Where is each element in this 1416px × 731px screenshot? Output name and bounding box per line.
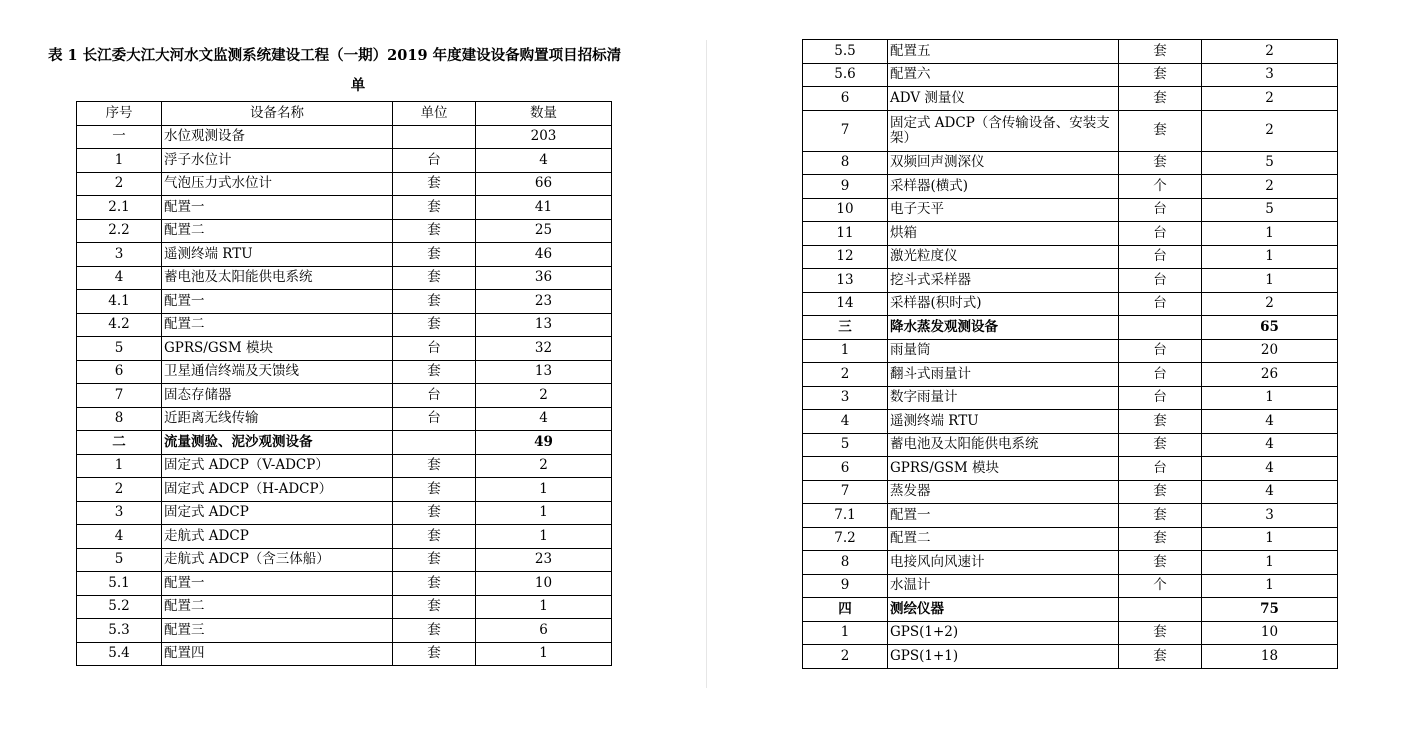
- cell-name: 蓄电池及太阳能供电系统: [888, 433, 1119, 457]
- cell-no: 5.4: [77, 642, 162, 666]
- cell-qty: 36: [476, 266, 612, 290]
- cell-qty: 4: [476, 149, 612, 173]
- cell-no: 1: [803, 621, 888, 645]
- cell-qty: 4: [1202, 457, 1338, 481]
- cell-no: 一: [77, 125, 162, 149]
- equipment-table-left: [76, 101, 612, 666]
- cell-qty: 1: [1202, 551, 1338, 575]
- cell-unit: 套: [393, 313, 476, 337]
- table-row: [77, 243, 612, 267]
- cell-name: 数字雨量计: [888, 386, 1119, 410]
- cell-qty: 2: [1202, 40, 1338, 64]
- cell-name: 卫星通信终端及天馈线: [162, 360, 393, 384]
- cell-qty: 1: [1202, 222, 1338, 246]
- cell-no: 2: [803, 363, 888, 387]
- cell-name: 烘箱: [888, 222, 1119, 246]
- cell-unit: 套: [393, 572, 476, 596]
- cell-unit: 套: [1119, 110, 1202, 151]
- cell-unit: 个: [1119, 175, 1202, 199]
- cell-no: 4: [77, 525, 162, 549]
- cell-no: 4.1: [77, 290, 162, 314]
- cell-name: 走航式 ADCP（含三体船）: [162, 548, 393, 572]
- table-row: [77, 525, 612, 549]
- cell-qty: 5: [1202, 151, 1338, 175]
- cell-no: 1: [77, 149, 162, 173]
- cell-name: 挖斗式采样器: [888, 269, 1119, 293]
- cell-no: 四: [803, 598, 888, 622]
- table-row: [77, 572, 612, 596]
- cell-no: 1: [77, 454, 162, 478]
- header-no: 序号: [77, 102, 162, 126]
- cell-name: 双频回声测深仪: [888, 151, 1119, 175]
- cell-unit: 台: [1119, 292, 1202, 316]
- cell-unit: 台: [1119, 245, 1202, 269]
- header-unit: 单位: [393, 102, 476, 126]
- cell-name: 蒸发器: [888, 480, 1119, 504]
- table-row: [803, 339, 1338, 363]
- cell-no: 8: [803, 151, 888, 175]
- cell-unit: 台: [393, 337, 476, 361]
- cell-no: 4.2: [77, 313, 162, 337]
- title-line-2: 单: [350, 77, 366, 94]
- cell-no: 4: [803, 410, 888, 434]
- cell-name: 配置一: [162, 196, 393, 220]
- cell-name: 固态存储器: [162, 384, 393, 408]
- cell-no: 2.1: [77, 196, 162, 220]
- cell-name: 气泡压力式水位计: [162, 172, 393, 196]
- cell-unit: 套: [393, 619, 476, 643]
- cell-no: 7: [803, 480, 888, 504]
- cell-name: 激光粒度仪: [888, 245, 1119, 269]
- cell-name: 配置二: [162, 219, 393, 243]
- cell-no: 3: [77, 243, 162, 267]
- table-row: [803, 245, 1338, 269]
- cell-no: 5.2: [77, 595, 162, 619]
- table-row: [803, 457, 1338, 481]
- table-row: [803, 175, 1338, 199]
- cell-no: 5.6: [803, 63, 888, 87]
- cell-no: 3: [803, 386, 888, 410]
- cell-name: 固定式 ADCP: [162, 501, 393, 525]
- cell-no: 5.5: [803, 40, 888, 64]
- table-row: [77, 337, 612, 361]
- cell-no: 3: [77, 501, 162, 525]
- cell-qty: 4: [1202, 480, 1338, 504]
- cell-name: 配置二: [162, 595, 393, 619]
- table-row: [77, 431, 612, 455]
- cell-name: 降水蒸发观测设备: [888, 316, 1119, 340]
- cell-qty: 13: [476, 360, 612, 384]
- cell-unit: 台: [1119, 386, 1202, 410]
- cell-name: GPRS/GSM 模块: [162, 337, 393, 361]
- table-row: [803, 551, 1338, 575]
- header-name: 设备名称: [162, 102, 393, 126]
- cell-name: 蓄电池及太阳能供电系统: [162, 266, 393, 290]
- cell-no: 二: [77, 431, 162, 455]
- cell-no: 7.1: [803, 504, 888, 528]
- cell-qty: 2: [1202, 175, 1338, 199]
- cell-qty: 10: [1202, 621, 1338, 645]
- cell-name: 流量测验、泥沙观测设备: [162, 431, 393, 455]
- table-row: [77, 290, 612, 314]
- cell-qty: 20: [1202, 339, 1338, 363]
- table-row: [803, 316, 1338, 340]
- cell-name: 水位观测设备: [162, 125, 393, 149]
- title-line-1: 表 1 长江委大江大河水文监测系统建设工程（一期）2019 年度建设设备购置项目招标清: [48, 47, 622, 64]
- cell-no: 7: [77, 384, 162, 408]
- cell-no: 5.3: [77, 619, 162, 643]
- cell-qty: 4: [476, 407, 612, 431]
- table-row: [803, 598, 1338, 622]
- cell-qty: 3: [1202, 504, 1338, 528]
- table-row: [803, 198, 1338, 222]
- cell-qty: 1: [1202, 386, 1338, 410]
- table-row: [803, 363, 1338, 387]
- cell-unit: 台: [1119, 198, 1202, 222]
- cell-name: GPS(1+1): [888, 645, 1119, 669]
- cell-qty: 10: [476, 572, 612, 596]
- table-row: [803, 574, 1338, 598]
- cell-no: 2: [803, 645, 888, 669]
- cell-qty: 23: [476, 548, 612, 572]
- cell-qty: 23: [476, 290, 612, 314]
- table-row: [77, 595, 612, 619]
- cell-name: GPRS/GSM 模块: [888, 457, 1119, 481]
- table-row: [803, 40, 1338, 64]
- cell-unit: 套: [393, 290, 476, 314]
- cell-no: 2: [77, 478, 162, 502]
- cell-unit: [393, 431, 476, 455]
- cell-no: 2: [77, 172, 162, 196]
- equipment-table-right: [802, 39, 1338, 669]
- cell-unit: 套: [1119, 40, 1202, 64]
- cell-unit: 套: [1119, 151, 1202, 175]
- cell-unit: [393, 125, 476, 149]
- cell-name: 采样器(积时式): [888, 292, 1119, 316]
- cell-unit: 套: [1119, 410, 1202, 434]
- cell-qty: 26: [1202, 363, 1338, 387]
- cell-qty: 6: [476, 619, 612, 643]
- cell-qty: 75: [1202, 598, 1338, 622]
- table-row: [803, 645, 1338, 669]
- page-divider: [706, 40, 707, 688]
- cell-qty: 1: [1202, 527, 1338, 551]
- cell-no: 6: [803, 457, 888, 481]
- cell-no: 12: [803, 245, 888, 269]
- cell-name: 固定式 ADCP（H-ADCP）: [162, 478, 393, 502]
- cell-unit: 套: [1119, 480, 1202, 504]
- table-row: [803, 480, 1338, 504]
- cell-unit: 套: [1119, 63, 1202, 87]
- cell-unit: 台: [1119, 339, 1202, 363]
- cell-name: 翻斗式雨量计: [888, 363, 1119, 387]
- cell-no: 8: [77, 407, 162, 431]
- cell-no: 6: [803, 87, 888, 111]
- header-qty: 数量: [476, 102, 612, 126]
- cell-unit: 套: [1119, 645, 1202, 669]
- cell-qty: 5: [1202, 198, 1338, 222]
- cell-no: 5: [77, 548, 162, 572]
- cell-qty: 13: [476, 313, 612, 337]
- cell-name: 配置一: [888, 504, 1119, 528]
- cell-unit: 台: [1119, 457, 1202, 481]
- cell-no: 9: [803, 574, 888, 598]
- table-row: [803, 621, 1338, 645]
- table-row: [77, 384, 612, 408]
- table-row: [803, 63, 1338, 87]
- cell-unit: 套: [1119, 621, 1202, 645]
- document-title: [48, 41, 668, 101]
- cell-qty: 1: [476, 642, 612, 666]
- cell-qty: 2: [476, 454, 612, 478]
- cell-name: 水温计: [888, 574, 1119, 598]
- table-row: [77, 313, 612, 337]
- table-row: [77, 619, 612, 643]
- cell-unit: 套: [1119, 551, 1202, 575]
- cell-name: 浮子水位计: [162, 149, 393, 173]
- cell-unit: 套: [393, 548, 476, 572]
- cell-no: 13: [803, 269, 888, 293]
- cell-unit: 套: [1119, 433, 1202, 457]
- table-row: [77, 501, 612, 525]
- cell-qty: 1: [476, 501, 612, 525]
- cell-unit: [1119, 316, 1202, 340]
- cell-unit: 套: [393, 525, 476, 549]
- cell-name: 固定式 ADCP（V-ADCP）: [162, 454, 393, 478]
- cell-unit: 套: [393, 196, 476, 220]
- cell-name: 配置六: [888, 63, 1119, 87]
- table-header-row: [77, 102, 612, 126]
- cell-no: 1: [803, 339, 888, 363]
- cell-no: 三: [803, 316, 888, 340]
- cell-unit: 个: [1119, 574, 1202, 598]
- cell-unit: 台: [1119, 363, 1202, 387]
- cell-no: 8: [803, 551, 888, 575]
- cell-name: 配置一: [162, 572, 393, 596]
- table-row: [77, 548, 612, 572]
- cell-name: 电接风向风速计: [888, 551, 1119, 575]
- cell-qty: 18: [1202, 645, 1338, 669]
- cell-unit: 套: [1119, 87, 1202, 111]
- table-row: [77, 454, 612, 478]
- cell-unit: 套: [393, 266, 476, 290]
- cell-qty: 2: [1202, 110, 1338, 151]
- cell-name: 雨量筒: [888, 339, 1119, 363]
- cell-qty: 46: [476, 243, 612, 267]
- cell-qty: 4: [1202, 410, 1338, 434]
- cell-unit: 套: [393, 642, 476, 666]
- cell-name: 配置三: [162, 619, 393, 643]
- cell-qty: 2: [1202, 87, 1338, 111]
- cell-unit: 套: [393, 595, 476, 619]
- cell-qty: 1: [476, 478, 612, 502]
- cell-unit: 套: [393, 172, 476, 196]
- table-row: [77, 196, 612, 220]
- cell-qty: 3: [1202, 63, 1338, 87]
- cell-qty: 1: [1202, 574, 1338, 598]
- cell-unit: 台: [393, 384, 476, 408]
- cell-unit: 套: [393, 243, 476, 267]
- cell-unit: 台: [393, 407, 476, 431]
- cell-qty: 2: [1202, 292, 1338, 316]
- table-row: [77, 149, 612, 173]
- table-row: [803, 87, 1338, 111]
- cell-name: 测绘仪器: [888, 598, 1119, 622]
- cell-unit: [1119, 598, 1202, 622]
- cell-unit: 套: [393, 219, 476, 243]
- cell-no: 9: [803, 175, 888, 199]
- cell-name: 配置二: [162, 313, 393, 337]
- cell-name: 走航式 ADCP: [162, 525, 393, 549]
- cell-qty: 1: [476, 525, 612, 549]
- table-row: [803, 151, 1338, 175]
- table-row: [77, 478, 612, 502]
- cell-qty: 4: [1202, 433, 1338, 457]
- cell-no: 7: [803, 110, 888, 151]
- cell-unit: 台: [393, 149, 476, 173]
- cell-unit: 台: [1119, 269, 1202, 293]
- cell-qty: 66: [476, 172, 612, 196]
- cell-unit: 套: [1119, 504, 1202, 528]
- cell-qty: 49: [476, 431, 612, 455]
- cell-name: 遥测终端 RTU: [162, 243, 393, 267]
- table-row: [77, 360, 612, 384]
- table-row: [803, 504, 1338, 528]
- cell-qty: 32: [476, 337, 612, 361]
- cell-qty: 2: [476, 384, 612, 408]
- table-row: [803, 292, 1338, 316]
- table-row: [803, 269, 1338, 293]
- cell-unit: 套: [1119, 527, 1202, 551]
- table-row: [77, 219, 612, 243]
- cell-name: 配置五: [888, 40, 1119, 64]
- cell-name: 固定式 ADCP（含传输设备、安装支架）: [888, 110, 1119, 151]
- table-row: [77, 266, 612, 290]
- table-row: [803, 386, 1338, 410]
- cell-no: 5.1: [77, 572, 162, 596]
- cell-unit: 套: [393, 478, 476, 502]
- table-row: [77, 125, 612, 149]
- cell-name: 配置四: [162, 642, 393, 666]
- cell-name: GPS(1+2): [888, 621, 1119, 645]
- cell-no: 5: [77, 337, 162, 361]
- cell-name: ADV 测量仪: [888, 87, 1119, 111]
- cell-qty: 1: [1202, 245, 1338, 269]
- cell-qty: 65: [1202, 316, 1338, 340]
- cell-no: 2.2: [77, 219, 162, 243]
- cell-name: 配置二: [888, 527, 1119, 551]
- cell-no: 7.2: [803, 527, 888, 551]
- cell-qty: 41: [476, 196, 612, 220]
- cell-name: 遥测终端 RTU: [888, 410, 1119, 434]
- cell-no: 4: [77, 266, 162, 290]
- cell-name: 电子天平: [888, 198, 1119, 222]
- cell-name: 近距离无线传输: [162, 407, 393, 431]
- cell-name: 配置一: [162, 290, 393, 314]
- table-row: [803, 433, 1338, 457]
- table-row: [77, 172, 612, 196]
- table-row: [77, 642, 612, 666]
- table-row: [77, 407, 612, 431]
- cell-unit: 套: [393, 454, 476, 478]
- cell-no: 14: [803, 292, 888, 316]
- cell-name: 采样器(横式): [888, 175, 1119, 199]
- table-row: [803, 110, 1338, 151]
- cell-qty: 1: [1202, 269, 1338, 293]
- cell-unit: 台: [1119, 222, 1202, 246]
- table-row: [803, 527, 1338, 551]
- table-row: [803, 222, 1338, 246]
- cell-no: 11: [803, 222, 888, 246]
- cell-unit: 套: [393, 501, 476, 525]
- cell-unit: 套: [393, 360, 476, 384]
- cell-no: 6: [77, 360, 162, 384]
- cell-qty: 1: [476, 595, 612, 619]
- cell-no: 5: [803, 433, 888, 457]
- cell-no: 10: [803, 198, 888, 222]
- cell-qty: 203: [476, 125, 612, 149]
- table-row: [803, 410, 1338, 434]
- cell-qty: 25: [476, 219, 612, 243]
